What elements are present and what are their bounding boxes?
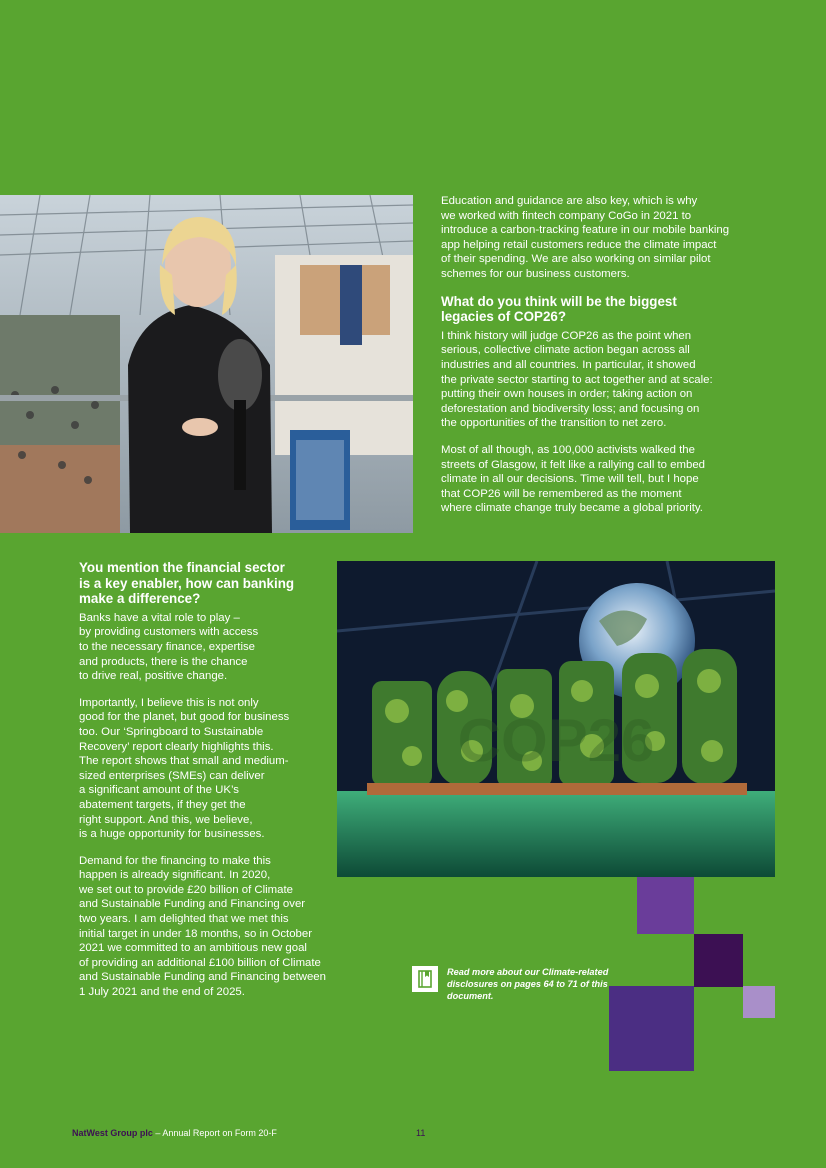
left-answer-paragraph-1: Banks have a vital role to play – by providing customers with access to the necessary finance, expertise and products, there is the chance to drive real, positive change. xyxy=(79,611,259,683)
cop26-letters: COP26 xyxy=(457,707,655,774)
left-column xyxy=(79,560,344,1012)
photo-interview xyxy=(0,195,413,533)
right-answer-paragraph-1: I think history will judge COP26 as the point when serious, collective climate action began across all industries and all countries. In particular, it showed the private sector starting to act together and at scale: putting their own houses in order; taking action on deforestation and biodiversity loss; and focusing on the opportunities of the transition to net zero. xyxy=(441,329,713,430)
read-more-text: Read more about our Climate-related disclosures on pages 64 to 71 of this document. xyxy=(447,967,609,1001)
left-question-heading: You mention the financial sector is a key enabler, how can banking make a difference? xyxy=(79,560,295,607)
left-answer-paragraph-2: Importantly, I believe this is not only good for the planet, but good for business too. Our ‘Springboard to Sustainable Recovery’ report clearly highlights this. The report shows that small and medium- sized enterprises (SMEs) can deliver a significant amount of the UK’s abatement targets, if they get the right support. And this, we believe, is a huge opportunity for businesses. xyxy=(79,696,290,841)
decor-square-dark xyxy=(694,934,743,987)
right-intro-paragraph: Education and guidance are also key, which is why we worked with fintech company CoGo in 2021 to introduce a carbon-tracking feature in our mobile banking app helping retail customers reduce the climate impact of their spending. We are also working on similar pilot schemes for our business customers. xyxy=(441,195,730,280)
right-column xyxy=(441,194,771,528)
footer-report-title xyxy=(72,1128,277,1138)
photo-cop26-sign xyxy=(337,561,775,877)
right-question-heading: What do you think will be the biggest legacies of COP26? xyxy=(441,293,677,325)
page-number: 11 xyxy=(416,1128,426,1138)
footer-company: NatWest Group plc xyxy=(72,1128,153,1138)
book-icon xyxy=(412,966,438,992)
read-more-callout[interactable] xyxy=(412,966,612,1002)
decor-square-lilac xyxy=(743,986,775,1018)
decor-square-large xyxy=(609,986,694,1071)
footer-report: – Annual Report on Form 20-F xyxy=(152,1128,277,1138)
decor-square-top xyxy=(637,877,694,934)
right-answer-paragraph-2: Most of all though, as 100,000 activists walked the streets of Glasgow, it felt like a rallying call to embed climate in all our decisions. Time will tell, but I hope that COP26 will be remembered as the moment where climate change truly became a global priority. xyxy=(441,443,706,515)
left-answer-paragraph-3: Demand for the financing to make this happen is already significant. In 2020, we set out to provide £20 billion of Climate and Sustainable Funding and Financing over two years. I am delighted that we met this initial target in under 18 months, so in October 2021 we committed to an ambitious new goal of providing an additional £100 billion of Climate and Sustainable Funding and Financing between 1 July 2021 and the end of 2025. xyxy=(79,854,326,999)
